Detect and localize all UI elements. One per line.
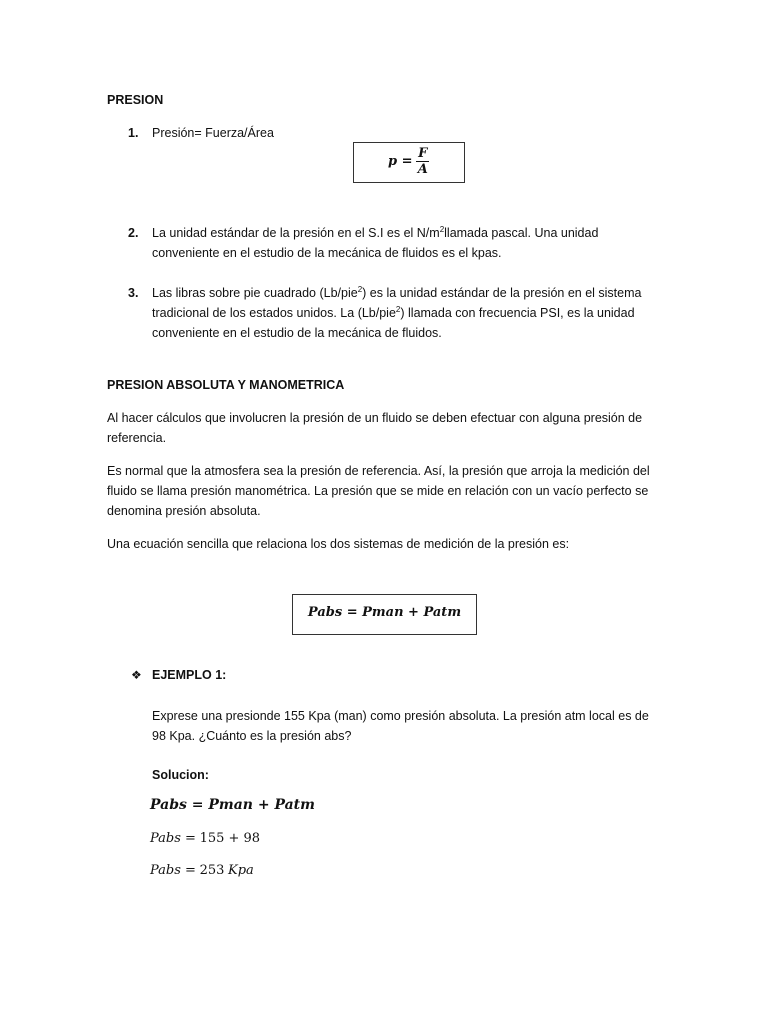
text-span: Las libras sobre pie cuadrado (Lb/pie (152, 286, 358, 300)
equation-variable: Pabs = (150, 863, 196, 878)
list-item-2-line-1 (152, 223, 598, 243)
text-span: ) llamada con frecuencia PSI, es la unidad (400, 306, 635, 320)
diamond-bullet-icon: ❖ (131, 668, 142, 682)
pressure-formula (388, 146, 429, 177)
paragraph-1-line-2: referencia. (107, 431, 167, 445)
superscript: 2 (357, 284, 363, 294)
text-span: llamada pascal. Una unidad (444, 226, 599, 240)
paragraph-2-line-2: fluido se llama presión manométrica. La presión que se mide en relación con un vacío perfecto se (107, 484, 649, 498)
solution-label: Solucion: (152, 768, 209, 782)
solution-equation-2 (150, 830, 260, 846)
absolute-pressure-formula: Pabs = Pman + Patm (307, 605, 462, 620)
list-number-3: 3. (128, 286, 139, 300)
list-item-3-line-2 (152, 303, 635, 323)
superscript: 2 (439, 224, 445, 234)
paragraph-1-line-1: Al hacer cálculos que involucren la presión de un fluido se deben efectuar con alguna presión de (107, 411, 643, 425)
text-span: La unidad estándar de la presión en el S.I es el N/m (152, 226, 440, 240)
solution-equation-1: Pabs = Pman + Patm (150, 797, 315, 813)
list-item-3-line-3: conveniente en el estudio de la mecánica de fluidos. (152, 326, 442, 340)
section-heading-presion: PRESION (107, 93, 164, 107)
equation-unit: Kpa (228, 863, 254, 878)
example-line-1: Exprese una presionde 155 Kpa (man) como presión absoluta. La presión atm local es de (152, 709, 649, 723)
superscript: 2 (395, 304, 401, 314)
paragraph-2-line-1: Es normal que la atmosfera sea la presión de referencia. Así, la presión que arroja la medición del (107, 464, 650, 478)
text-span: tradicional de los estados unidos. La (Lb/pie (152, 306, 396, 320)
text-span: ) es la unidad estándar de la presión en el sistema (362, 286, 642, 300)
absolute-pressure-formula-box (292, 594, 477, 635)
list-item-2-line-2: conveniente en el estudio de la mecánica de fluidos es el kpas. (152, 246, 502, 260)
equation-variable: Pabs = (150, 831, 196, 846)
list-item-1-text: Presión= Fuerza/Área (152, 126, 274, 140)
paragraph-2-line-3: denomina presión absoluta. (107, 504, 261, 518)
paragraph-3: Una ecuación sencilla que relaciona los dos sistemas de medición de la presión es: (107, 537, 570, 551)
formula-lhs: p = (388, 153, 413, 169)
equation-value: 253 (199, 863, 225, 878)
formula-numerator: F (418, 146, 428, 161)
solution-equation-3 (150, 862, 254, 878)
example-line-2: 98 Kpa. ¿Cuánto es la presión abs? (152, 729, 352, 743)
list-item-3-line-1 (152, 283, 641, 303)
formula-denominator: A (417, 162, 428, 177)
example-title: EJEMPLO 1: (152, 668, 227, 682)
equation-value: 155 + 98 (199, 831, 261, 846)
list-number-1: 1. (128, 126, 139, 140)
pressure-formula-box (353, 142, 465, 183)
section-heading-presion-absoluta: PRESION ABSOLUTA Y MANOMETRICA (107, 378, 345, 392)
formula-fraction (416, 146, 429, 177)
list-number-2: 2. (128, 226, 139, 240)
